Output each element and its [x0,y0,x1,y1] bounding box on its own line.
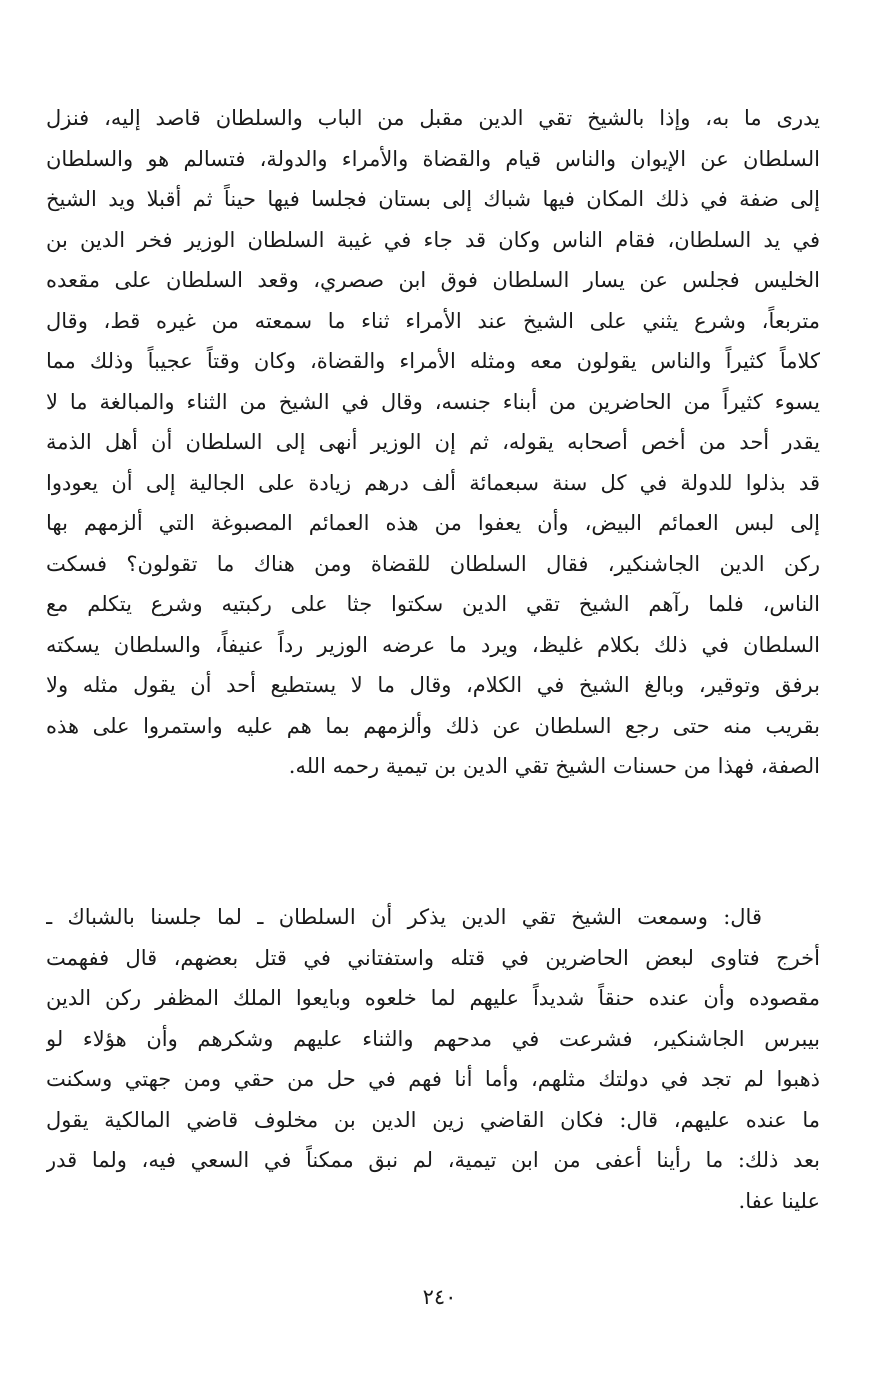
text-line: كلاماً كثيراً والناس يقولون معه ومثله الأمراء والقضاة، وكان وقتاً عجيباً وذلك مما [46,349,820,373]
text-line: يدرى ما به، وإذا بالشيخ تقي الدين مقبل من الباب والسلطان قاصد إليه، فنزل [46,106,820,130]
text-line: يسوء كثيراً من الحاضرين من أبناء جنسه، وقال في الشيخ من الثناء والمبالغة ما لا [46,389,820,414]
text-line: الخليس فجلس عن يسار السلطان فوق ابن صصري، وقعد السلطان على مقعده [46,268,820,292]
text-line: بقريب منه حتى رجع السلطان عن ذلك وألزمهم بما هم عليه واستمروا على هذه [46,713,820,738]
text-line: إلى لبس العمائم البيض، وأن يعفوا من هذه العمائم المصبوغة التي ألزمهم بها [46,511,820,535]
paragraph-2 [46,897,820,1221]
text-line: ركن الدين الجاشنكير، فقال السلطان للقضاة ومن هناك ما تقولون؟ فسكت [46,551,820,576]
text-line: بعد ذلك: ما رأينا أعفى من ابن تيمية، لم نبق ممكناً في السعي فيه، ولما قدر [46,1148,820,1172]
text-line: قد بذلوا للدولة في كل سنة سبعمائة ألف درهم زيادة على الجالية إلى أن يعودوا [46,470,820,495]
text-line: ما عنده عليهم، قال: فكان القاضي زين الدين بن مخلوف قاضي المالكية يقول [46,1107,820,1132]
text-line: في يد السلطان، فقام الناس وكان قد جاء في غيبة السلطان الوزير فخر الدين بن [46,227,820,252]
text-line: الناس، فلما رآهم الشيخ تقي الدين سكتوا جثا على ركبتيه وشرع يتكلم مع [46,592,820,616]
text-line: مقصوده وأن عنده حنقاً شديداً عليهم لما خلعوه وبايعوا الملك المظفر ركن الدين [46,986,820,1010]
text-line: السلطان في ذلك بكلام غليظ، ويرد ما عرضه الوزير رداً عنيفاً، والسلطان يسكته [46,632,820,657]
text-line: يقدر أحد من أخص أصحابه يقوله، ثم إن الوزير أنهى إلى السلطان أن أهل الذمة [46,430,820,454]
text-line: متربعاً، وشرع يثني على الشيخ عند الأمراء ثناء ما سمعته من غيره قط، وقال [46,308,820,333]
paragraph-1 [46,98,820,787]
text-line: الصفة، فهذا من حسنات الشيخ تقي الدين بن تيمية رحمه الله. [288,754,820,778]
text-line: برفق وتوقير، وبالغ الشيخ في الكلام، وقال ما لا يستطيع أحد أن يقول مثله ولا [46,673,820,697]
text-line: ذهبوا لم تجد في دولتك مثلهم، وأما أنا فهم في حل من حقي ومن جهتي وسكنت [46,1067,820,1091]
page-number: ٢٤٠ [422,1285,457,1309]
text-line: بيبرس الجاشنكير، فشرعت في مدحهم والثناء عليهم وشكرهم وأن هؤلاء لو [46,1026,820,1051]
text-line: إلى ضفة في ذلك المكان فيها شباك إلى بستان فجلسا فيها حيناً ثم أقبلا ويد الشيخ [46,187,820,211]
text-line: السلطان عن الإيوان والناس قيام والقضاة والأمراء والدولة، فتسالم هو والسلطان [46,146,820,171]
text-line: أخرج فتاوى لبعض الحاضرين في قتله واستفتاني في قتل بعضهم، قال ففهمت [46,945,820,970]
text-line: علينا عفا. [738,1188,820,1213]
text-line: قال: وسمعت الشيخ تقي الدين يذكر أن السلطان ـ لما جلسنا بالشباك ـ [46,905,762,929]
